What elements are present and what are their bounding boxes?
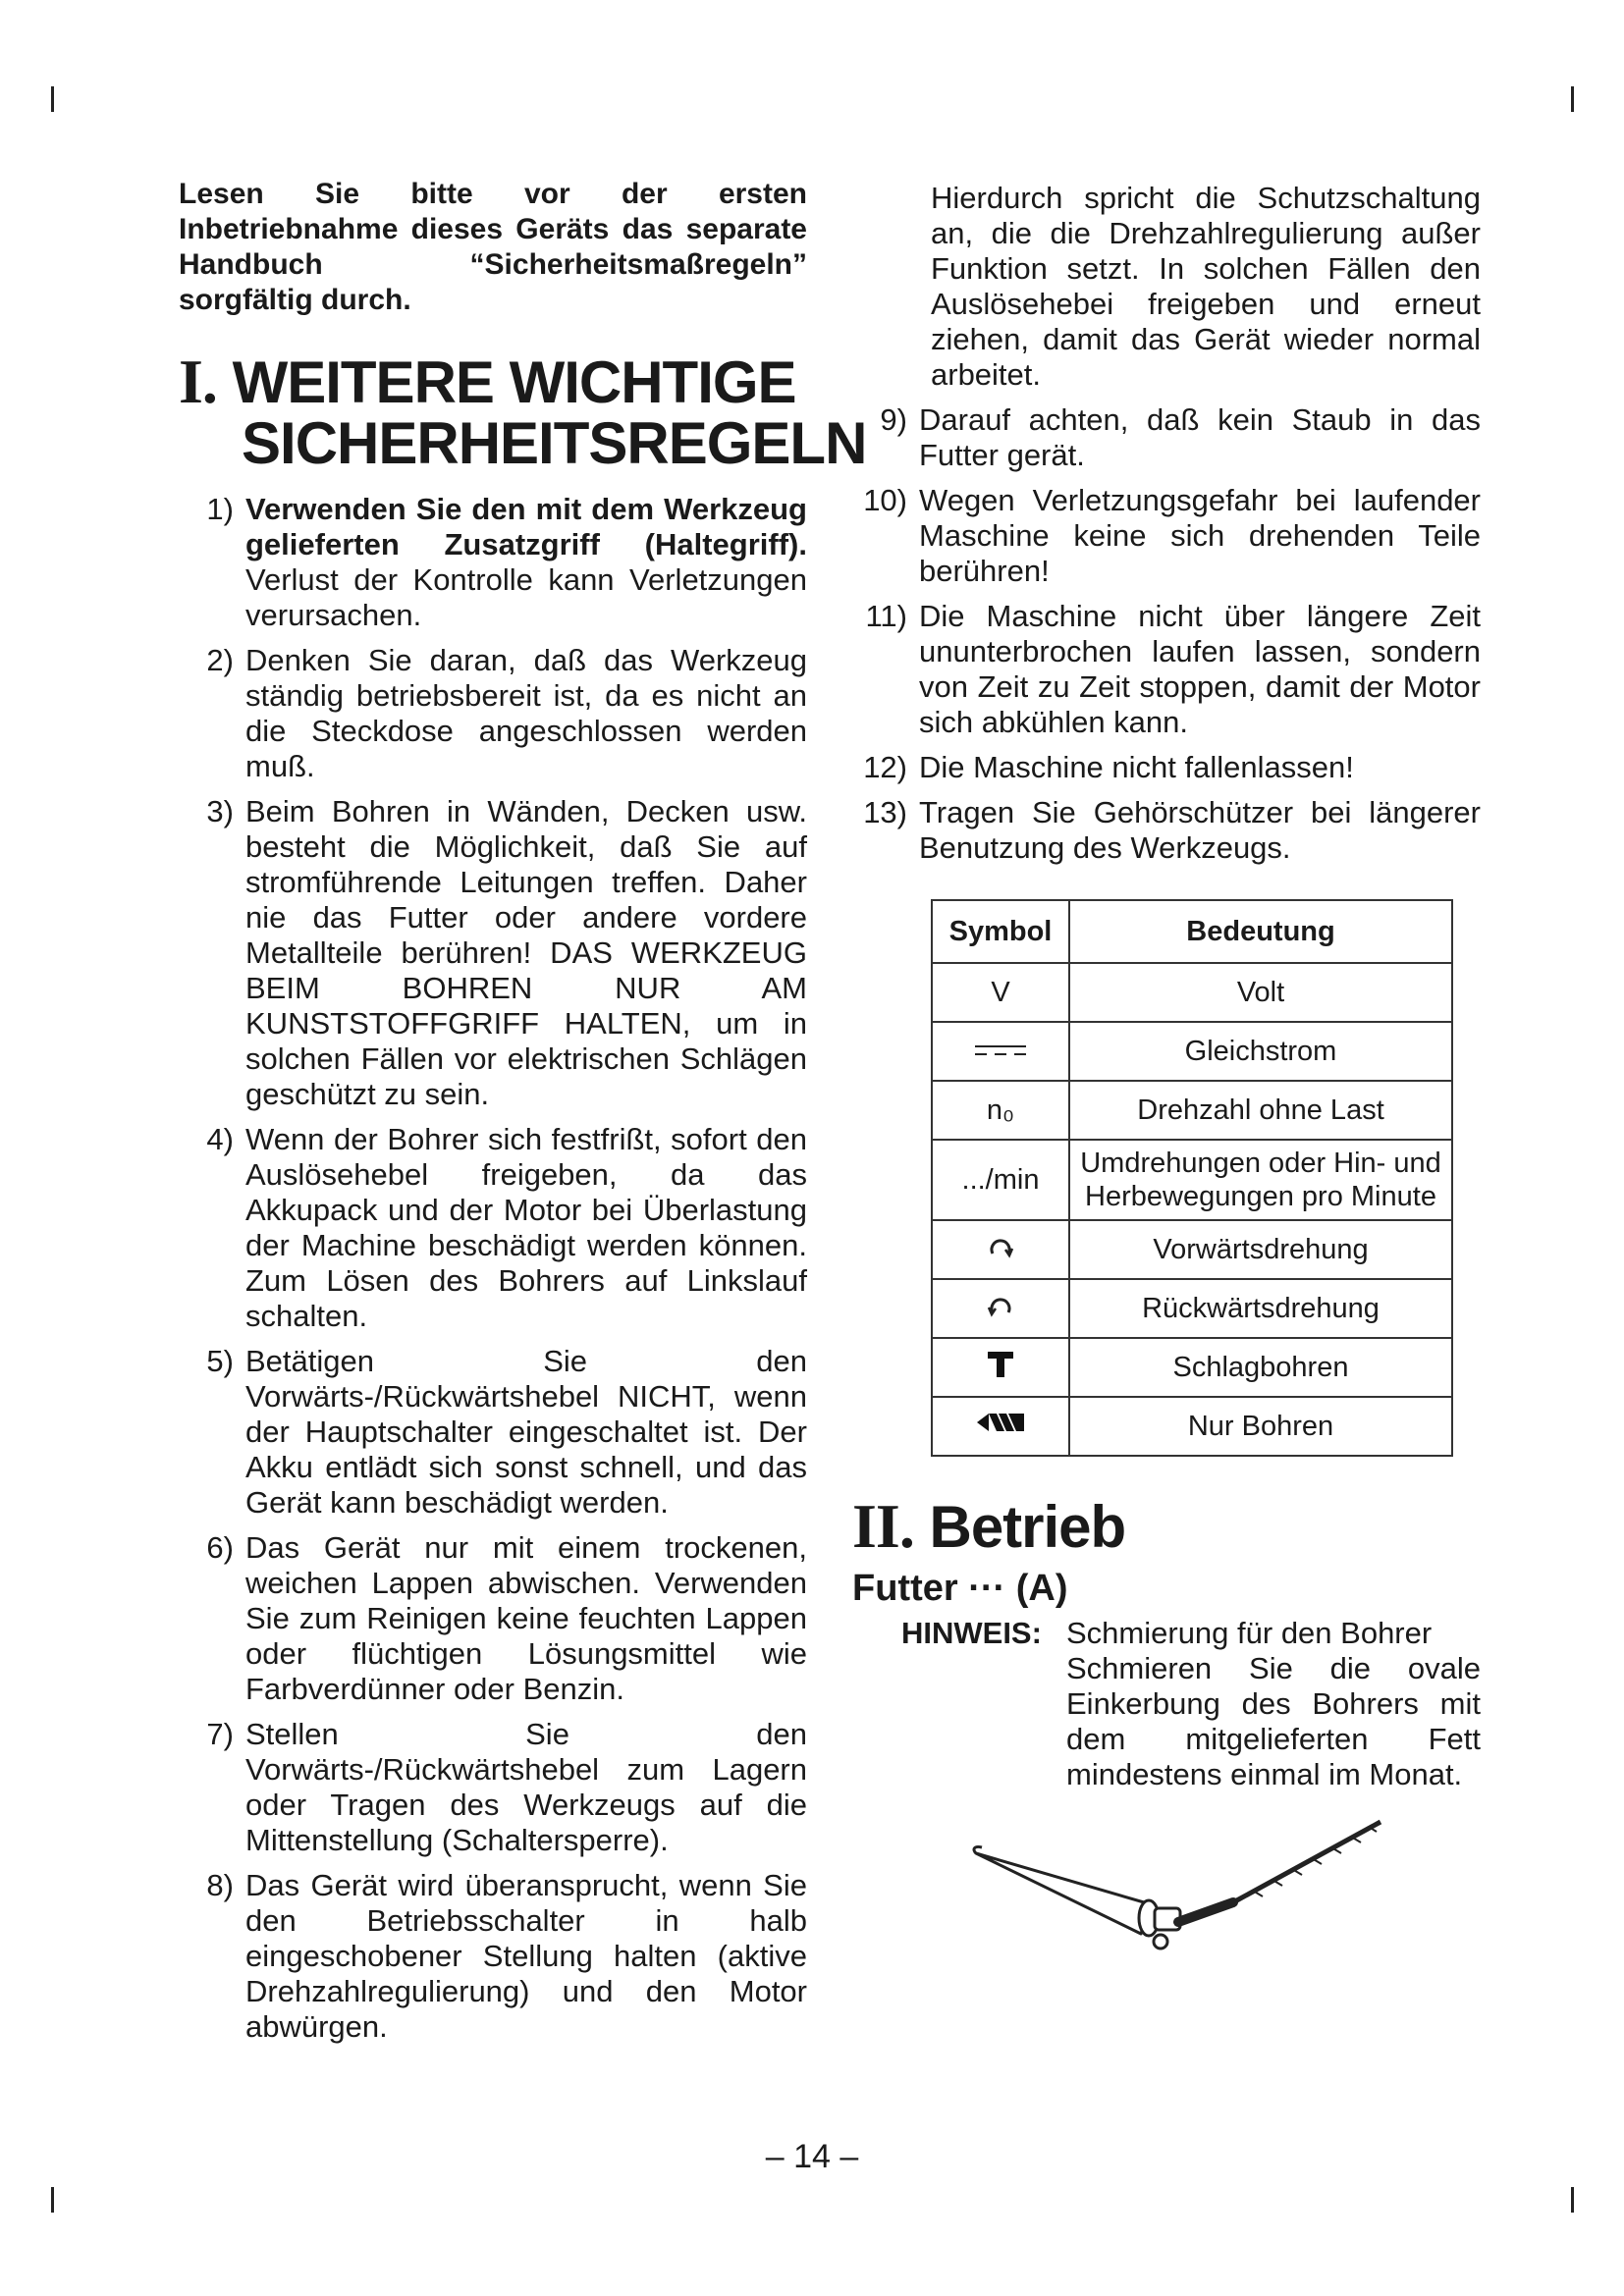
- rule-item: [852, 795, 1481, 866]
- section-2-number: II.: [852, 1491, 914, 1561]
- symbol-cell: [932, 1279, 1069, 1338]
- section-2-heading: [852, 1491, 1481, 1561]
- rule-number: 9): [880, 402, 907, 437]
- symbol-row: [932, 1022, 1452, 1081]
- symbol-row: [932, 1338, 1452, 1397]
- note-text: Schmieren Sie die ovale Einkerbung des Bohrers mit dem mitgelieferten Fett mindestens einmal im Monat.: [1066, 1651, 1481, 1791]
- page-number: – 14 –: [765, 2138, 859, 2175]
- rule-number: 3): [206, 794, 234, 828]
- symbol-cell: [932, 1220, 1069, 1279]
- rule-text: Betätigen Sie den Vorwärts-/Rückwärtshebel NICHT, wenn der Hauptschalter eingeschaltet ist. Der Akku entlädt sich sonst schnell, und das Gerät kann beschädigt werden.: [245, 1344, 807, 1520]
- section-1-title-line2: SICHERHEITSREGELN: [242, 410, 867, 476]
- rule-text: Wegen Verletzungsgefahr bei laufender Maschine keine sich drehenden Teile berühren!: [919, 483, 1481, 588]
- rule-text: Die Maschine nicht fallenlassen!: [919, 750, 1354, 784]
- rule-number: 12): [863, 750, 907, 784]
- section-2-title: Betrieb: [929, 1494, 1126, 1560]
- rule-item: [179, 1122, 807, 1334]
- rule-number: 8): [206, 1868, 234, 1902]
- crop-mark-top-right: [1571, 86, 1574, 112]
- rule-8-continued: Hierdurch spricht die Schutzschaltung an, die die Drehzahlregulierung außer Funktion setzt. In solchen Fällen den Auslösehebei freigeben und erneut ziehen, damit das Gerät wieder normal arbeitet.: [931, 181, 1481, 392]
- meaning-cell: Volt: [1069, 963, 1452, 1022]
- meaning-cell: Drehzahl ohne Last: [1069, 1081, 1452, 1140]
- safety-rules-list-right: [852, 402, 1481, 866]
- rule-number: 5): [206, 1344, 234, 1378]
- header-symbol: Symbol: [932, 900, 1069, 963]
- symbol-row: [932, 1279, 1452, 1338]
- symbol-row: [932, 1397, 1452, 1456]
- symbol-cell: [932, 1022, 1069, 1081]
- section-1-title-line1: WEITERE WICHTIGE: [232, 349, 796, 415]
- rule-item: [852, 750, 1481, 785]
- rule-item: [179, 1344, 807, 1521]
- section-1-heading: [179, 347, 867, 476]
- symbol-cell: [932, 1397, 1069, 1456]
- crop-mark-bottom-right: [1571, 2187, 1574, 2213]
- intro-notice: Lesen Sie bitte vor der ersten Inbetriebnahme dieses Geräts das separate Handbuch “Sicherheitsmaßregeln” sorgfältig durch.: [179, 178, 807, 316]
- meaning-cell: Rückwärtsdrehung: [1069, 1279, 1452, 1338]
- rule-item: [179, 1868, 807, 2045]
- meaning-cell: Nur Bohren: [1069, 1397, 1452, 1456]
- right-column: [852, 181, 1481, 1963]
- rule-text: Beim Bohren in Wänden, Decken usw. besteht die Möglichkeit, daß Sie auf stromführende Leitungen treffen. Daher nie das Futter oder andere vordere Metallteile berühren! DAS WERKZEUG BEIM BOHREN NUR AM KUNSTSTOFFGRIFF HALTEN, um in solchen Fällen vor elektrischen Schlägen geschützt zu sein.: [245, 794, 807, 1111]
- rule-text: Darauf achten, daß kein Staub in das Futter gerät.: [919, 402, 1481, 472]
- symbol-row: [932, 1140, 1452, 1220]
- forward-rotation-icon: [987, 1235, 1014, 1266]
- rule-item: [179, 1717, 807, 1858]
- rule-text: Stellen Sie den Vorwärts-/Rückwärtshebel zum Lagern oder Tragen des Werkzeugs auf die Mittenstellung (Schaltersperre).: [245, 1717, 807, 1857]
- rule-number: 1): [206, 492, 234, 526]
- rule-item: [179, 643, 807, 784]
- symbol-cell: [932, 1140, 1069, 1220]
- reverse-rotation-icon: [987, 1294, 1014, 1325]
- meaning-cell: Schlagbohren: [1069, 1338, 1452, 1397]
- grease-tube-and-drill-bit-illustration: [968, 1806, 1400, 1963]
- symbol-table-header: [932, 900, 1452, 963]
- drill-bit-icon: [975, 1411, 1026, 1442]
- chuck-subheading: Futter ··· (A): [852, 1568, 1068, 1609]
- crop-mark-top-left: [51, 86, 54, 112]
- symbol-row: [932, 1081, 1452, 1140]
- note-title: Schmierung für den Bohrer: [1066, 1616, 1433, 1650]
- rule-number: 2): [206, 643, 234, 677]
- safety-rules-list-left: [179, 492, 807, 2045]
- symbol-cell: [932, 1338, 1069, 1397]
- rule-text: Die Maschine nicht über längere Zeit ununterbrochen laufen lassen, sondern von Zeit zu Zeit stoppen, damit der Motor sich abkühlen kann.: [919, 599, 1481, 739]
- rule-text: Denken Sie daran, daß das Werkzeug ständig betriebsbereit ist, da es nicht an die Steckdose angeschlossen werden muß.: [245, 643, 807, 783]
- hammer-icon: [985, 1355, 1016, 1386]
- section-1-number: I.: [179, 347, 217, 416]
- symbol-table: [931, 899, 1453, 1457]
- symbol-cell: [932, 1081, 1069, 1140]
- rule-text: Tragen Sie Gehörschützer bei längerer Benutzung des Werkzeugs.: [919, 795, 1481, 865]
- lubrication-note: [852, 1616, 1481, 1792]
- rule-number: 11): [865, 599, 907, 633]
- symbol-row: [932, 1220, 1452, 1279]
- rule-item: [179, 1530, 807, 1707]
- header-meaning: Bedeutung: [1069, 900, 1452, 963]
- crop-mark-bottom-left: [51, 2187, 54, 2213]
- rule-bold-text: Verwenden Sie den mit dem Werkzeug gelieferten Zusatzgriff (Haltegriff).: [245, 492, 807, 561]
- meaning-cell: Vorwärtsdrehung: [1069, 1220, 1452, 1279]
- rule-item: [179, 794, 807, 1112]
- rule-number: 13): [863, 795, 907, 829]
- rule-number: 7): [206, 1717, 234, 1751]
- meaning-cell: Gleichstrom: [1069, 1022, 1452, 1081]
- rule-text: Das Gerät wird überansprucht, wenn Sie den Betriebsschalter in halb eingeschobener Stellung halten (aktive Drehzahlregulierung) und den Motor abwürgen.: [245, 1868, 807, 2044]
- rule-item: [179, 492, 807, 633]
- symbol-row: [932, 963, 1452, 1022]
- rule-item: [852, 599, 1481, 740]
- left-column: [179, 177, 867, 2055]
- rule-text: Das Gerät nur mit einem trockenen, weichen Lappen abwischen. Verwenden Sie zum Reinigen keine feuchten Lappen oder flüchtigen Lösungsmittel wie Farbverdünner oder Benzin.: [245, 1530, 807, 1706]
- rule-item: [852, 483, 1481, 589]
- note-label: HINWEIS:: [901, 1616, 1042, 1650]
- direct-current-icon: [971, 1036, 1030, 1067]
- rule-item: [852, 402, 1481, 473]
- rule-text: Verlust der Kontrolle kann Verletzungen verursachen.: [245, 562, 807, 632]
- symbol-text: .../min: [961, 1164, 1040, 1196]
- rule-number: 6): [206, 1530, 234, 1565]
- rule-number: 10): [863, 483, 907, 517]
- symbol-text: V: [991, 977, 1010, 1008]
- symbol-cell: [932, 963, 1069, 1022]
- symbol-text: n₀: [986, 1095, 1015, 1126]
- rule-text: Wenn der Bohrer sich festfrißt, sofort den Auslösehebel freigeben, da das Akkupack und der Motor bei Überlastung der Machine beschädigt werden können. Zum Lösen des Bohrers auf Linkslauf schalten.: [245, 1122, 807, 1333]
- rule-number: 4): [206, 1122, 234, 1156]
- meaning-cell: Umdrehungen oder Hin- und Herbewegungen pro Minute: [1069, 1140, 1452, 1220]
